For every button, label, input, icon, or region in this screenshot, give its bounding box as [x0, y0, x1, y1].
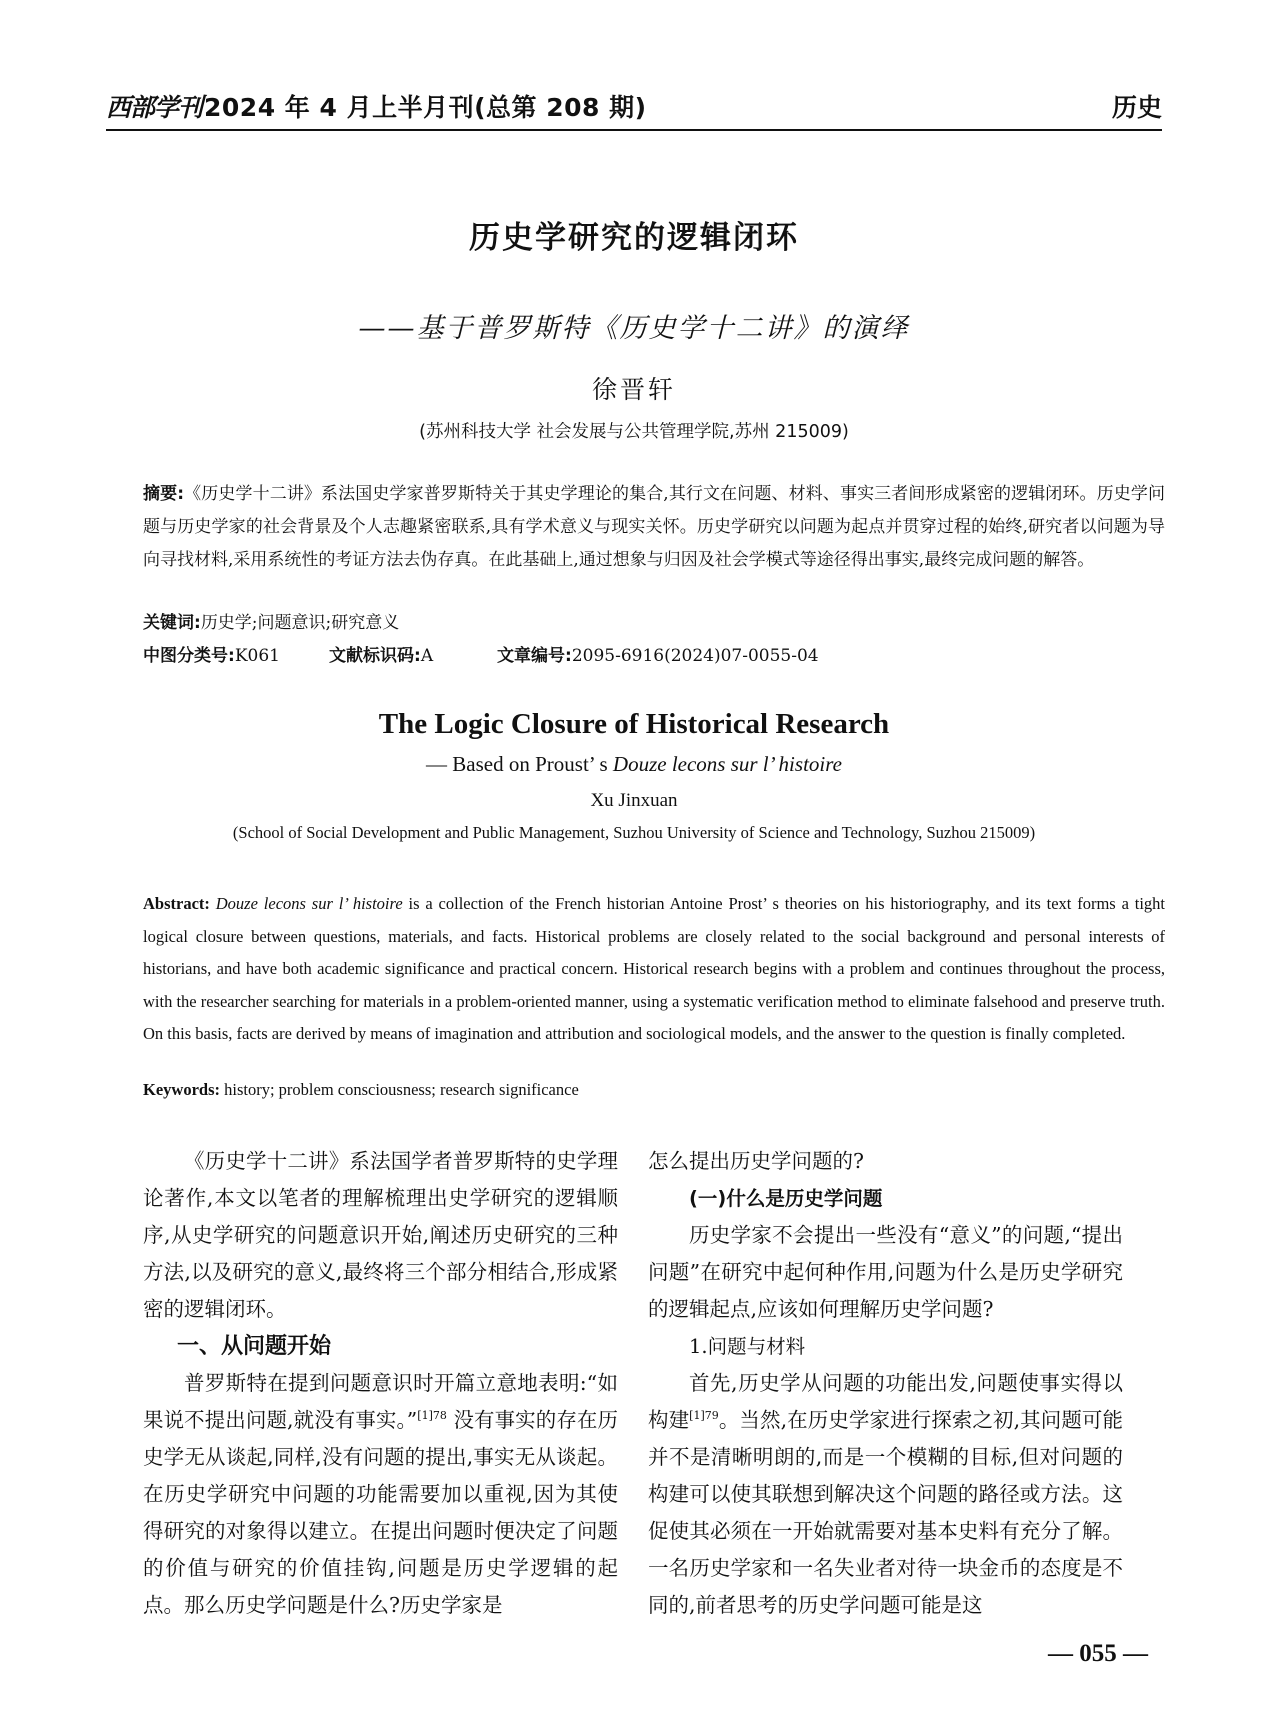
citation-ref: [1]79 — [689, 1409, 719, 1423]
paper-title: 历史学研究的逻辑闭环 — [469, 220, 799, 256]
keywords-cn — [143, 608, 399, 633]
page-number: — 055 — — [1048, 1640, 1148, 1667]
section-heading: 一、从问题开始 — [177, 1334, 332, 1359]
author-affiliation: (苏州科技大学 社会发展与公共管理学院,苏州 215009) — [419, 422, 849, 442]
journal-issue-text: 2024 年 4 月上半月刊(总第 208 期) — [204, 93, 647, 122]
article-number — [497, 641, 819, 666]
abstract-en — [143, 888, 1165, 1051]
abstract-cn-label: 摘要: — [143, 484, 185, 504]
abstract-en-label: Abstract: — [143, 894, 210, 913]
section-label: 历史 — [1111, 93, 1162, 122]
en-subtitle-prefix: — Based on Proust’ s — [426, 752, 613, 776]
abstract-cn-text: 《历史学十二讲》系法国史学家普罗斯特关于其史学理论的集合,其行文在问题、材料、事实三者间形成紧密的逻辑闭环。历史学问题与历史学家的社会背景及个人志趣紧密联系,具有学术意义与现实关怀。历史学研究以问题为起点并贯穿过程的始终,研究者以问题为导向寻找材料,采用系统性的考证方法去伪存真。在此基础上,通过想象与归因及社会学模式等途径得出事实,最终完成问题的解答。 — [143, 484, 1165, 570]
body-column-left — [143, 1143, 618, 1624]
author-name: 徐晋轩 — [591, 375, 676, 404]
body-text: 。当然,在历史学家进行探索之初,其问题可能并不是清晰明朗的,而是一个模糊的目标,但对问题的构建可以使其联想到解决这个问题的路径或方法。这促使其必须在一开始就需要对基本史料有充分了解。一名历史学家和一名失业者对待一块金币的态度是不同的,前者思考的历史学问题可能是这 — [648, 1408, 1123, 1617]
body-text: 首先,历史学从问题的功能出发,问题使事实得以构建 — [648, 1371, 1123, 1432]
journal-logo: 西部学刊 — [106, 93, 203, 122]
body-paragraph: 《历史学十二讲》系法国学者普罗斯特的史学理论著作,本文以笔者的理解梳理出史学研究的逻辑顺序,从史学研究的问题意识开始,阐述历史研究的三种方法,以及研究的意义,最终将三个部分相结合,形成紧密的逻辑闭环。 — [143, 1149, 618, 1321]
clc-label: 中图分类号: — [143, 646, 235, 666]
en-affiliation: (School of Social Development and Public Management, Suzhou University of Science and Technology, Suzhou 215009) — [232, 823, 1036, 842]
body-paragraph — [648, 1365, 1123, 1624]
journal-issue — [106, 88, 647, 124]
en-subtitle-book: Douze lecons sur l’ histoire — [612, 752, 842, 776]
clc-value: K061 — [234, 646, 280, 666]
subsection-heading: (一)什么是历史学问题 — [689, 1187, 883, 1210]
keywords-en — [143, 1080, 579, 1100]
body-text: 普罗斯特在提到问题意识时开篇立意地表明:“如果说不提出问题,就没有事实。” — [143, 1371, 618, 1432]
art-value: 2095-6916(2024)07-0055-04 — [571, 646, 819, 666]
body-paragraph: 历史学家不会提出一些没有“意义”的问题,“提出问题”在研究中起何种作用,问题为什么是历史学研究的逻辑起点,应该如何理解历史学问题? — [648, 1223, 1123, 1321]
keywords-en-text: history; problem consciousness; research significance — [224, 1080, 579, 1099]
keywords-cn-text: 历史学;问题意识;研究意义 — [200, 613, 400, 633]
en-author: Xu Jinxuan — [590, 790, 678, 811]
body-text: 没有事实的存在历史学无从谈起,同样,没有问题的提出,事实无从谈起。在历史学研究中问题的功能需要加以重视,因为其使得研究的对象得以建立。在提出问题时便决定了问题的价值与研究的价值挂钩,问题是历史学逻辑的起点。那么历史学问题是什么?历史学家是 — [143, 1408, 618, 1617]
paper-subtitle: ——基于普罗斯特《历史学十二讲》的演绎 — [358, 313, 910, 344]
clc-number — [143, 641, 280, 666]
abstract-cn — [143, 478, 1165, 577]
keywords-en-label: Keywords: — [143, 1080, 220, 1099]
abstract-en-text: is a collection of the French historian Antoine Prost’ s theories on his historiography, and its text forms a tight logical closure between questions, materials, and facts. Historical problems are closely related to the social background and personal interests of historians, and have both academic significance and practical concern. Historical research begins with a problem and continues throughout the process, with the researcher searching for materials in a problem-oriented manner, using a systematic verification method to eliminate falsehood and preserve truth. On this basis, facts are derived by means of imagination and attribution and sociological models, and the answer to the question is finally completed. — [143, 894, 1165, 1043]
keywords-cn-label: 关键词: — [143, 613, 201, 633]
en-title: The Logic Closure of Historical Research — [378, 708, 890, 740]
art-label: 文章编号: — [497, 646, 572, 666]
doc-value: A — [420, 646, 434, 666]
doc-label: 文献标识码: — [329, 646, 421, 666]
sub-subsection-heading: 1.问题与材料 — [689, 1335, 806, 1358]
body-column-right — [648, 1143, 1123, 1624]
en-subtitle — [106, 752, 1162, 777]
header-rule — [106, 129, 1162, 131]
running-header — [106, 88, 1162, 124]
citation-ref: [1]78 — [417, 1409, 447, 1423]
body-paragraph — [143, 1365, 618, 1624]
abstract-en-book: Douze lecons sur l’ histoire — [215, 894, 403, 913]
doc-code — [329, 641, 433, 666]
body-paragraph: 怎么提出历史学问题的? — [648, 1149, 864, 1173]
